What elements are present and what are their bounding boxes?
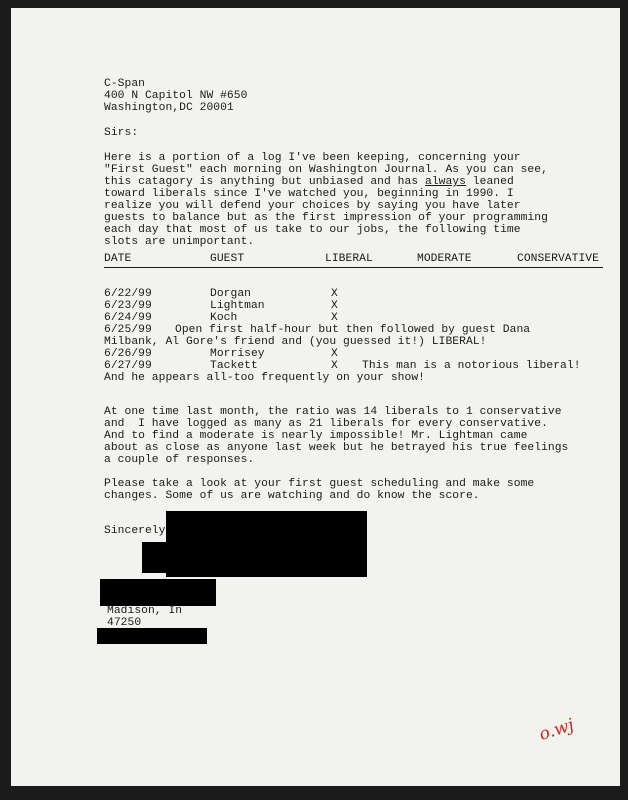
intro-line-5: realize you will defend your choices by saying you have later (104, 200, 521, 212)
redaction-sender-name (100, 579, 216, 606)
row-liberal-mark: X (331, 312, 338, 324)
handwritten-annotation: o.wj (536, 715, 577, 745)
intro-line-3: this catagory is anything but unbiased and has always leaned (104, 176, 514, 188)
paragraph3-line-2: changes. Some of us are watching and do know the score. (104, 490, 480, 502)
intro-line-4: toward liberals since I've watched you, beginning in 1990. I (104, 188, 514, 200)
row-guest: Dorgan (210, 288, 251, 300)
paragraph2-line-5: a couple of responses. (104, 454, 255, 466)
row-liberal-mark: X (331, 348, 338, 360)
row-liberal-mark: X (331, 300, 338, 312)
redaction-signature-tail (142, 542, 172, 573)
intro-line-1: Here is a portion of a log I've been keeping, concerning your (104, 152, 521, 164)
row-date: 6/24/99 (104, 312, 152, 324)
salutation: Sirs: (104, 127, 139, 139)
row-liberal-mark: X (331, 360, 338, 372)
redaction-signature (166, 511, 367, 577)
row-date: 6/23/99 (104, 300, 152, 312)
header-guest: GUEST (210, 253, 245, 265)
row-liberal-mark: X (331, 288, 338, 300)
letter-page (11, 8, 620, 786)
row-guest: Koch (210, 312, 238, 324)
intro-line-7: each day that most of us take to our jobs, the following time (104, 224, 521, 236)
header-date: DATE (104, 253, 132, 265)
intro-line-6: guests to balance but as the first impression of your programming (104, 212, 548, 224)
row-date: 6/22/99 (104, 288, 152, 300)
header-moderate: MODERATE (417, 253, 472, 265)
row-note: This man is a notorious liberal! (362, 360, 581, 372)
intro-line-8: slots are unimportant. (104, 236, 255, 248)
recipient-street: 400 N Capitol NW #650 (104, 90, 248, 102)
paragraph2-line-1: At one time last month, the ratio was 14 liberals to 1 conservative (104, 406, 562, 418)
row-date: 6/25/99 (104, 324, 152, 336)
sender-zip: 47250 (107, 617, 142, 629)
sender-city: Madison, In (107, 605, 183, 617)
log-closing-line: And he appears all-too frequently on your show! (104, 372, 425, 384)
row-guest: Morrisey (210, 348, 265, 360)
emphasis-always: always (424, 176, 466, 188)
paragraph2-line-2: and I have logged as many as 21 liberals for every conservative. (104, 418, 548, 430)
recipient-name: C-Span (104, 78, 145, 90)
signoff: Sincerely (104, 525, 166, 537)
row-note-continuation: Milbank, Al Gore's friend and (you guessed it!) LIBERAL! (104, 336, 487, 348)
header-underline (104, 267, 603, 268)
header-conservative: CONSERVATIVE (517, 253, 599, 265)
row-guest: Tackett (210, 360, 258, 372)
row-note: Open first half-hour but then followed by guest Dana (175, 324, 531, 336)
recipient-city: Washington,DC 20001 (104, 102, 234, 114)
row-date: 6/27/99 (104, 360, 152, 372)
row-date: 6/26/99 (104, 348, 152, 360)
paragraph2-line-3: And to find a moderate is nearly impossible! Mr. Lightman came (104, 430, 528, 442)
paragraph3-line-1: Please take a look at your first guest scheduling and make some (104, 478, 535, 490)
header-liberal: LIBERAL (325, 253, 373, 265)
intro-line-2: "First Guest" each morning on Washington Journal. As you can see, (104, 164, 548, 176)
row-guest: Lightman (210, 300, 265, 312)
paragraph2-line-4: about as close as anyone last week but he betrayed his true feelings (104, 442, 569, 454)
redaction-sender-phone (97, 628, 207, 644)
